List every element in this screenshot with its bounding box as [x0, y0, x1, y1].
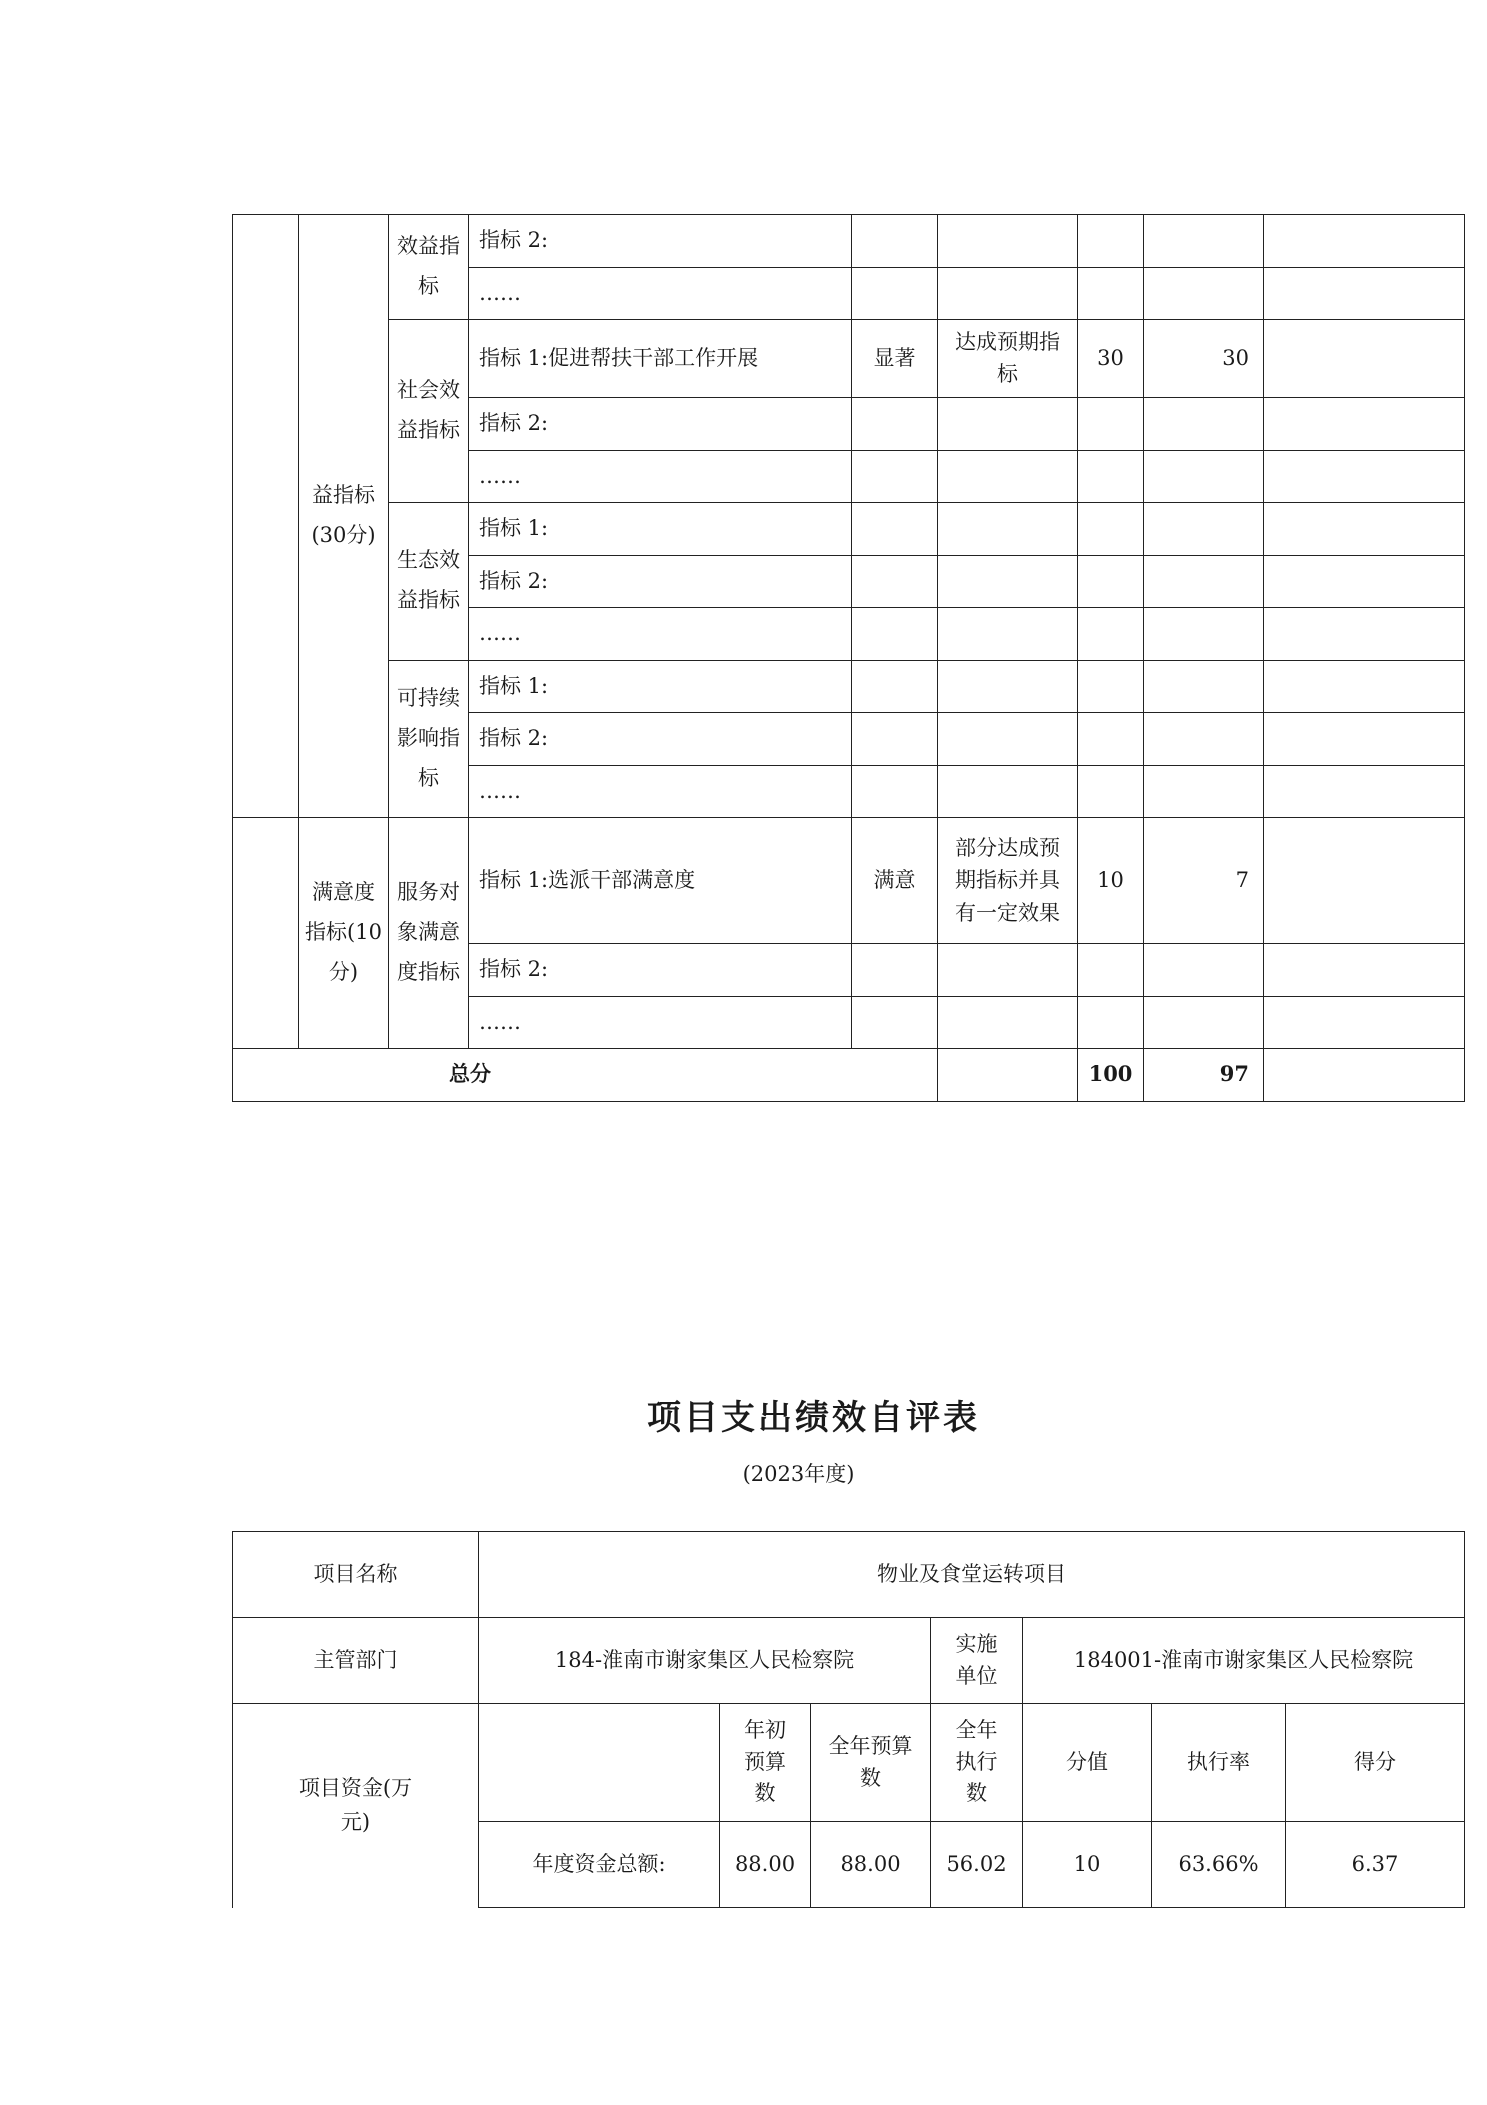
- project-name-value: 物业及食堂运转项目: [479, 1532, 1465, 1618]
- indicator-table: [232, 214, 1465, 1102]
- indicator-cell: 指标 1:: [469, 503, 852, 556]
- header-blank: [479, 1704, 720, 1822]
- score-value: 10: [1023, 1822, 1152, 1908]
- indicator-cell: ……: [469, 450, 852, 503]
- page-title: 项目支出绩效自评表: [647, 1398, 980, 1438]
- header-score: 得分: [1286, 1704, 1465, 1822]
- outer-blank-cell: [233, 818, 299, 1049]
- total-blank: [938, 1049, 1078, 1102]
- actual-cell: 部分达成预期指标并具有一定效果: [938, 818, 1078, 944]
- indicator-cell: 指标 2:: [469, 215, 852, 268]
- year-subtitle: (2023年度): [742, 1462, 855, 1486]
- indicator-cell: 指标 2:: [469, 555, 852, 608]
- score-result: 6.37: [1286, 1822, 1465, 1908]
- subcategory-sustainability: 可持续影响指标: [389, 660, 469, 818]
- target-cell: 满意: [852, 818, 938, 944]
- score-cell: 7: [1144, 818, 1264, 944]
- category-satisfaction: 满意度指标(10分): [299, 818, 389, 1049]
- total-score-value: 100: [1078, 1049, 1144, 1102]
- header-executed: 全年执行数: [931, 1704, 1023, 1822]
- header-full-year: 全年预算数: [811, 1704, 931, 1822]
- category-benefit: 益指标(30分): [299, 215, 389, 818]
- self-eval-table: [232, 1531, 1465, 1908]
- indicator-cell: ……: [469, 267, 852, 320]
- dept-label: 主管部门: [233, 1618, 479, 1704]
- project-name-label: 项目名称: [233, 1532, 479, 1618]
- indicator-cell: 指标 1:: [469, 660, 852, 713]
- score-value-cell: 30: [1078, 320, 1144, 398]
- annual-total-label: 年度资金总额:: [479, 1822, 720, 1908]
- header-initial: 年初预算数: [720, 1704, 811, 1822]
- outer-blank-cell: [233, 215, 299, 818]
- executed-value: 56.02: [931, 1822, 1023, 1908]
- indicator-cell: 指标 1:选派干部满意度: [469, 818, 852, 944]
- actual-cell: 达成预期指标: [938, 320, 1078, 398]
- total-label: 总分: [233, 1049, 938, 1102]
- funds-label: 项目资金(万元): [233, 1704, 479, 1908]
- total-note: [1264, 1049, 1465, 1102]
- rate-value: 63.66%: [1152, 1822, 1286, 1908]
- total-score: 97: [1144, 1049, 1264, 1102]
- subcategory-benefit: 效益指标: [389, 215, 469, 320]
- full-year-value: 88.00: [811, 1822, 931, 1908]
- header-score-value: 分值: [1023, 1704, 1152, 1822]
- score-value-cell: 10: [1078, 818, 1144, 944]
- subcategory-social: 社会效益指标: [389, 320, 469, 503]
- indicator-cell: ……: [469, 765, 852, 818]
- dept-value: 184-淮南市谢家集区人民检察院: [479, 1618, 931, 1704]
- indicator-cell: 指标 1:促进帮扶干部工作开展: [469, 320, 852, 398]
- impl-label: 实施单位: [931, 1618, 1023, 1704]
- initial-value: 88.00: [720, 1822, 811, 1908]
- indicator-cell: ……: [469, 996, 852, 1049]
- subcategory-satisfaction: 服务对象满意度指标: [389, 818, 469, 1049]
- subcategory-ecological: 生态效益指标: [389, 503, 469, 661]
- indicator-cell: ……: [469, 608, 852, 661]
- indicator-cell: 指标 2:: [469, 944, 852, 997]
- indicator-cell: 指标 2:: [469, 398, 852, 451]
- header-rate: 执行率: [1152, 1704, 1286, 1822]
- indicator-cell: 指标 2:: [469, 713, 852, 766]
- target-cell: 显著: [852, 320, 938, 398]
- impl-value: 184001-淮南市谢家集区人民检察院: [1023, 1618, 1465, 1704]
- score-cell: 30: [1144, 320, 1264, 398]
